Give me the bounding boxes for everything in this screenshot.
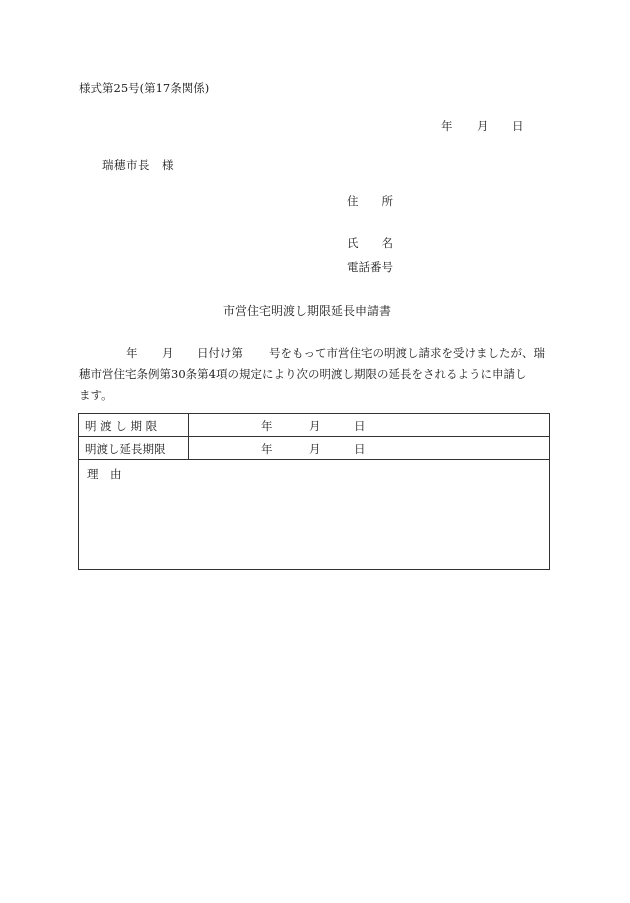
table-row-extended-deadline [79,437,549,460]
body-day-ref: 日付け第 [197,346,243,360]
date-day-label: 日 [512,119,524,133]
extended-day-label: 日 [354,442,366,456]
deadline-day-label: 日 [354,419,366,433]
deadline-label: 明 渡 し 期 限 [85,419,158,433]
form-number: 様式第25号(第17条関係) [79,81,210,95]
deadline-year-label: 年 [261,419,273,433]
date-month-label: 月 [477,119,489,133]
document-title: 市営住宅明渡し期限延長申請書 [223,304,392,318]
body-paragraph-line-2: 穂市営住宅条例第30条第4項の規定により次の明渡し期限の延長をされるように申請し [79,367,527,381]
body-paragraph-line-3: ます。 [79,388,113,402]
body-month-label: 月 [162,346,174,360]
body-year-label: 年 [126,346,138,360]
extended-deadline-label-cell [79,437,189,459]
deadline-label-cell [79,414,189,436]
body-line-1-text: 号をもって市営住宅の明渡し請求を受けましたが、瑞 [269,346,545,360]
date-year-label: 年 [441,119,453,133]
name-label: 氏 名 [347,236,393,250]
extended-month-label: 月 [309,442,321,456]
phone-label: 電話番号 [347,260,393,274]
extended-year-label: 年 [261,442,273,456]
reason-label: 理 由 [87,467,122,481]
application-table [78,413,550,570]
table-row-deadline [79,414,549,437]
address-label: 住 所 [347,194,393,208]
extended-deadline-label: 明渡し延長期限 [85,442,166,456]
addressee: 瑞穂市長 様 [102,158,174,172]
deadline-month-label: 月 [309,419,321,433]
